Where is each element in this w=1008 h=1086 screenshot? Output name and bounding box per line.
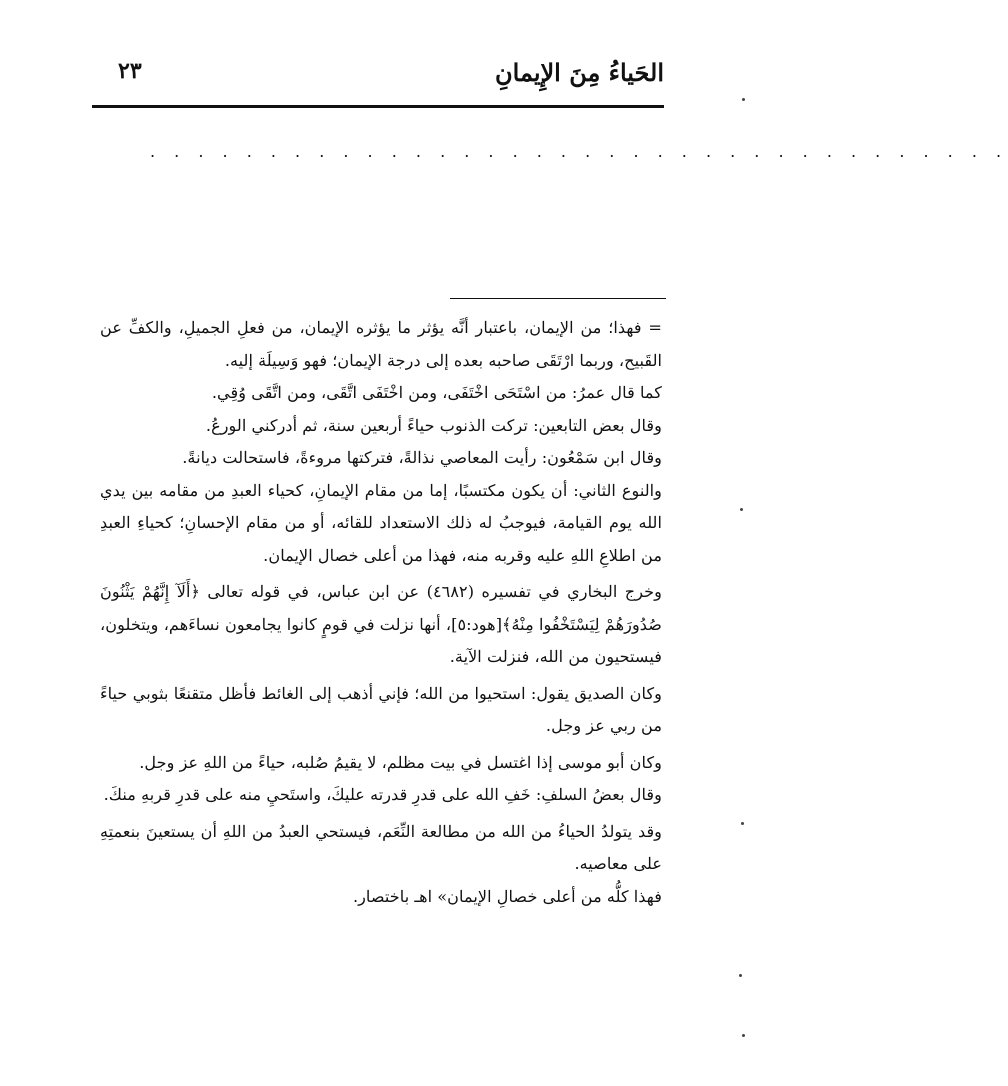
- paragraph-8: وكان أبو موسى إذا اغتسل في بيت مظلم، لا يقيمُ صُلبه، حياءً من اللهِ عز وجل.: [139, 752, 662, 772]
- paragraph-10: وقد يتولدُ الحياءُ من الله من مطالعة النِّعَم، فيستحي العبدُ من اللهِ أن يستعينَ بنعمتِهِ على معاصيه.: [100, 821, 662, 873]
- paragraph-6: وخرج البخاري في تفسيره (٤٦٨٢) عن ابن عباس، في قوله تعالى ﴿أَلَآ إِنَّهُمْ يَثْنُونَ صُدُورَهُمْ لِيَسْتَخْفُوا مِنْهُ﴾[هود:٥]، أنها نزلت في قومٍ كانوا يجامعون نساءَهم، ويتخلون، فيستحيون من الله، فنزلت الآية.: [100, 582, 662, 666]
- scan-speck: [740, 508, 743, 511]
- paragraph-11: فهذا كلُّه من أعلى خصالِ الإيمان» اهـ باختصار.: [352, 886, 662, 906]
- page-number: ٢٣: [118, 58, 142, 84]
- paragraph-2: كما قال عمرُ: من اسْتَحَى اخْتَفَى، ومن اخْتَفَى اتَّقَى، ومن اتَّقَى وُقِي.: [211, 383, 662, 402]
- paragraph-3: وقال بعض التابعين: تركت الذنوب حياءً أربعين سنة، ثم أدركني الورعُ.: [205, 415, 662, 435]
- paragraph-4: وقال ابن سَمْعُون: رأيت المعاصي نذالةً، فتركتها مروءةً، فاستحالت ديانةً.: [182, 448, 662, 467]
- paragraph-5: والنوع الثاني: أن يكون مكتسبًا، إما من مقام الإيمانِ، كحياء العبدِ من مقامه بين يدي الله يوم القيامة، فيوجبُ له ذلك الاستعداد للقائه، أو من مقام الإحسانِ؛ كحياءِ العبدِ من اطلاعِ اللهِ عليه وقربه منه، فهذا من أعلى خصال الإيمان.: [100, 480, 662, 565]
- dot-leader: . . . . . . . . . . . . . . . . . . . . . . . . . . . . . . . . . . . .: [150, 142, 1008, 161]
- scan-speck: [739, 974, 742, 977]
- scan-speck: [741, 822, 744, 825]
- header-rule: [92, 105, 664, 108]
- scan-speck: [742, 98, 745, 101]
- paragraph-7: وكان الصديق يقول: استحيوا من الله؛ فإني أذهب إلى الغائط فأظل متقنعًا بثوبي حياءً من ربي عز وجل.: [100, 683, 662, 735]
- footnote-text: [100, 312, 662, 913]
- footnote-rule: [450, 298, 666, 299]
- running-title: الحَياءُ مِنَ الإِيمانِ: [495, 58, 664, 87]
- paragraph-9: وقال بعضُ السلفِ: خَفِ الله على قدرِ قدرته عليكَ، واستَحيِ منه على قدرِ قربهِ منكَ.: [103, 785, 662, 804]
- paragraph-1: = فهذا؛ من الإيمان، باعتبار أنَّه يؤثر ما يؤثره الإيمان، من فعلِ الجميلِ، والكفِّ عن القَبيح، وربما ارْتَقَى صاحبه بعده إلى درجة الإيمان؛ فهو وَسِيلَة إليه.: [100, 318, 662, 370]
- scan-speck: [742, 1034, 745, 1037]
